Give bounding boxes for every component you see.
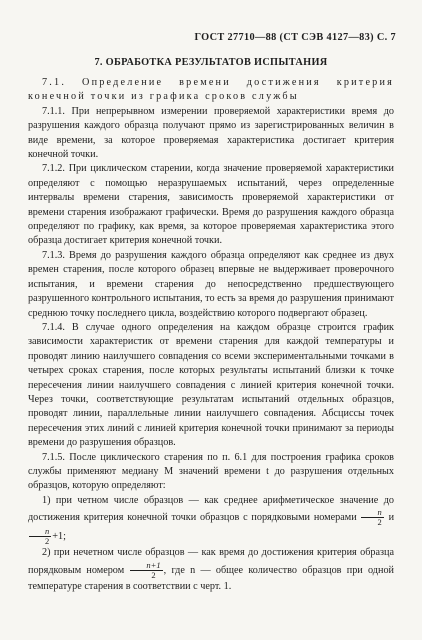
page-header: ГОСТ 27710—88 (СТ СЭВ 4127—83) С. 7: [194, 32, 396, 43]
document-body: [28, 76, 394, 594]
list-item-2-tail: , где n — общее количество образцов при одной температуре старения в соответствии с черт. 1.: [28, 564, 394, 592]
list-item-2: [28, 546, 394, 594]
paragraph-7-1-3: 7.1.3. Время до разрушения каждого образца определяют как среднее из двух времен старения, после которого образец впервые не выдерживает проверочного испытания, и времени старения до непосредственно предшествующего разрушенного контрольного испытания, то есть за время до разрушения принимают среднюю точку последнего цикла, воздействию которого подвергают образец.: [28, 249, 394, 319]
paragraph-7-1-5: 7.1.5. После циклического старения по п. 6.1 для построения графика сроков службы применяют медиану M значений времени t до разрушения отдельных образцов, которую определяют:: [28, 451, 394, 492]
paragraph-7-1-text: 7.1. Определение времени достижения критерия конечной точки из графика сроков службы: [28, 77, 394, 103]
fraction-n-over-2: $\frac{n}{2}$: [361, 508, 383, 527]
section-title: 7. ОБРАБОТКА РЕЗУЛЬТАТОВ ИСПЫТАНИЯ: [94, 57, 328, 68]
paragraph-7-1-1: 7.1.1. При непрерывном измерении проверяемой характеристики время до разрушения каждого образца получают прямо из зарегистрированных величин в виде времени, за которое проверяемая характеристика достигает критерия конечной точки.: [28, 105, 394, 161]
fraction-n-over-2-second: $\frac{n}{2}$: [29, 527, 51, 546]
fraction-n-plus-1-over-2: $\frac{n+1}{2}$: [130, 561, 162, 580]
paragraph-7-1: [28, 76, 394, 105]
paragraph-7-1-2: 7.1.2. При циклическом старении, когда значение проверяемой характеристики определяют с помощью неразрушаемых испытаний, через определенные интервалы времени старения, зависимость проверяемой характеристики от времени старения изображают графически. Время до разрушения каждого образца определяют по графику, как время, за которое проверяемая характеристика этого образца достигает критерия конечной точки.: [28, 163, 394, 247]
list-item-1-text: 1) при четном числе образцов — как среднее арифметическое значение до достижения критерия конечной точки образцов с порядковыми номерами: [28, 494, 394, 524]
list-item-1-tail: +1;: [52, 531, 66, 543]
list-item-1: [28, 494, 394, 546]
list-item-2-text: 2) при нечетном числе образцов — как время до достижения критерия образца порядковым номером: [28, 547, 394, 576]
paragraph-7-1-4: 7.1.4. В случае одного определения на каждом образце строится график зависимости характеристик от времени старения для каждой температуры и проводят линию наилучшего совпадения со всеми экспериментальными точками в четырех сроках старения, после которых результаты испытаний близки к точке пересечения линии наилучшего совпадения с линией критерия конечной точки. Через точки, соответствующие результатам испытаний отдельных образцов, проводят линии, параллельные линии наилучшего совпадения. Абсциссы точек пересечения этих линий с линией критерия конечной точки принимают за периоды времени до разрушения образцов.: [28, 321, 394, 449]
list-item-1-and: и: [388, 512, 395, 524]
